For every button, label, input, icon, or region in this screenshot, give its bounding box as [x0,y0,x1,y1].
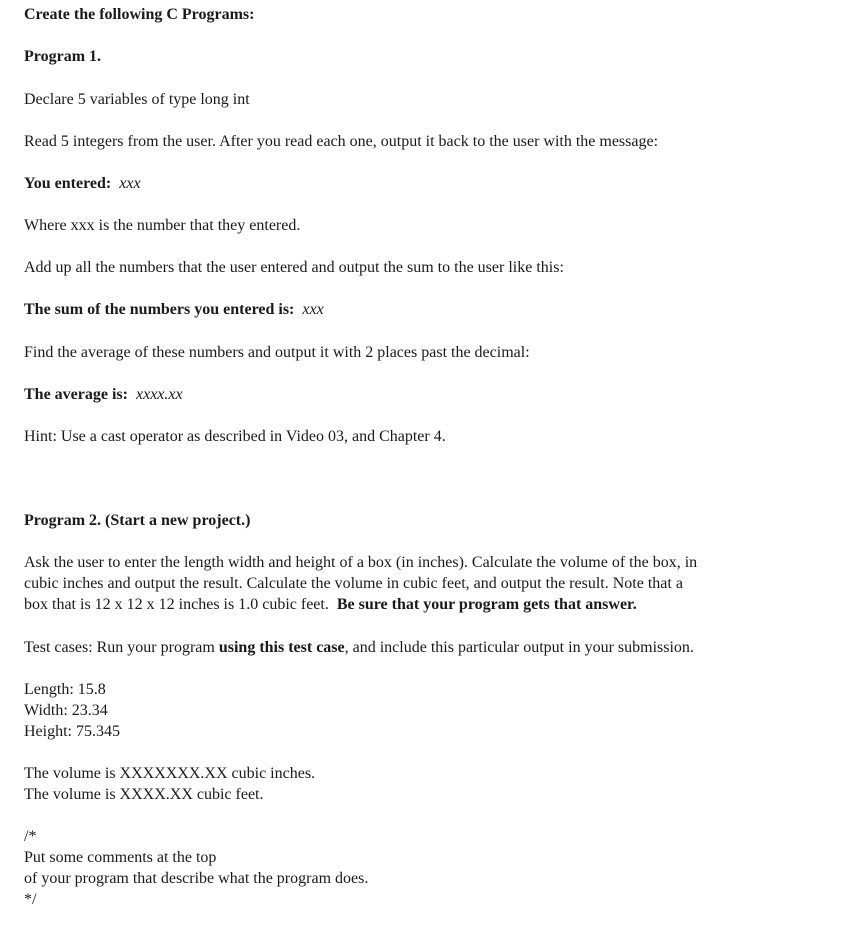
average-value: xxxx.xx [135,386,183,403]
test-width: Width: 23.34 [24,702,108,719]
comment-close: */ [24,891,37,908]
program2-paragraph-line2: cubic inches and output the result. Calculate the volume in cubic feet, and output the result. Note that a [24,575,683,592]
program1-add-up: Add up all the numbers that the user entered and output the sum to the user like this: [24,259,564,276]
program1-find-average: Find the average of these numbers and output it with 2 places past the decimal: [24,344,530,361]
volume-feet-output: The volume is XXXX.XX cubic feet. [24,786,264,803]
test-cases-suffix: , and include this particular output in your submission. [344,639,694,656]
you-entered-value: xxx [119,175,141,192]
sum-line [24,299,324,320]
program1-title: Program 1. [24,48,102,65]
program1-read-instruction: Read 5 integers from the user. After you read each one, output it back to the user with the message: [24,133,659,150]
program2-paragraph-line1: Ask the user to enter the length width and height of a box (in inches). Calculate the volume of the box, in [24,554,698,571]
you-entered-label: You entered: [24,175,112,192]
comment-line2: of your program that describe what the program does. [24,870,369,887]
program1-declare: Declare 5 variables of type long int [24,91,250,108]
program1-where: Where xxx is the number that they entered. [24,217,301,234]
program1-hint: Hint: Use a cast operator as described in Video 03, and Chapter 4. [24,428,446,445]
test-cases-prefix: Test cases: Run your program [24,639,215,656]
test-length: Length: 15.8 [24,681,106,698]
program2-paragraph-line3-plain: box that is 12 x 12 x 12 inches is 1.0 cubic feet. [24,596,329,613]
document-heading: Create the following C Programs: [24,6,255,23]
comment-line1: Put some comments at the top [24,849,217,866]
test-cases-line [24,637,694,658]
sum-value: xxx [302,301,324,318]
sum-label: The sum of the numbers you entered is: [24,301,295,318]
program2-paragraph-line3 [24,594,637,615]
program2-title: Program 2. (Start a new project.) [24,512,251,529]
average-label: The average is: [24,386,128,403]
test-cases-bold: using this test case [218,639,345,656]
comment-open: /* [24,828,37,845]
you-entered-line [24,173,141,194]
program2-paragraph-line3-bold: Be sure that your program gets that answer. [336,596,637,613]
test-height: Height: 75.345 [24,723,120,740]
average-line [24,384,183,405]
volume-inches-output: The volume is XXXXXXX.XX cubic inches. [24,765,316,782]
